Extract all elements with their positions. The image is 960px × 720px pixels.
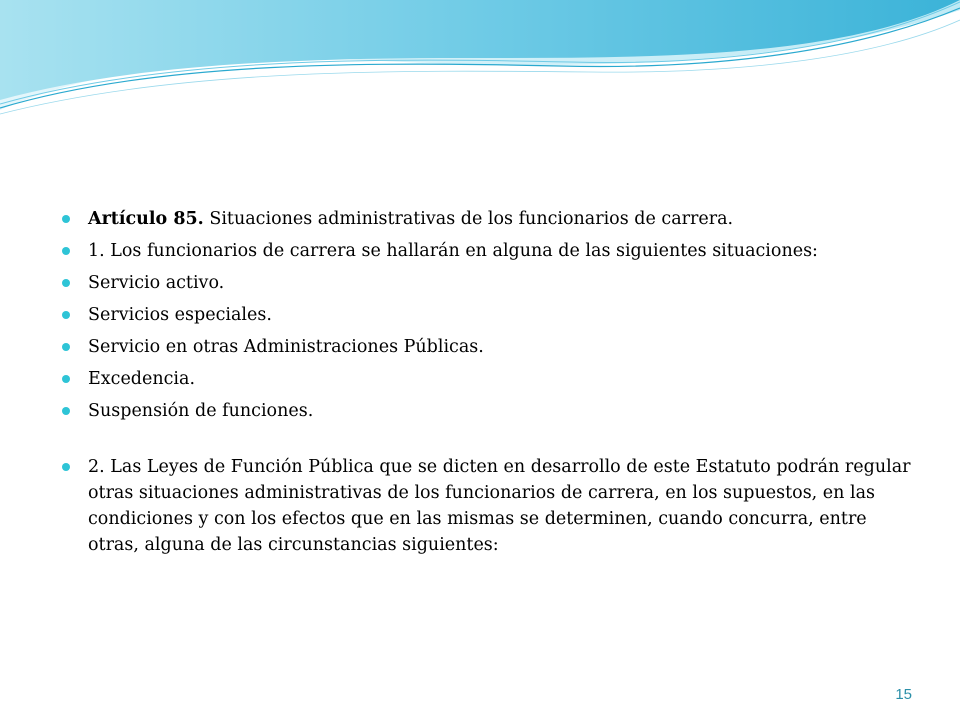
header-wave-decoration [0,0,960,140]
wave-front [0,0,960,100]
bullet-text: 1. Los funcionarios de carrera se hallarán en alguna de las siguientes situaciones: [88,241,818,261]
bullet-bold-text: Artículo 85. [88,209,204,229]
bullet-dot-icon [62,279,70,287]
bullet-text: Servicios especiales. [88,305,272,325]
bullet-dot-icon [62,311,70,319]
bullet-item [62,454,922,558]
bullet-text: Servicio en otras Administraciones Públicas. [88,337,484,357]
bullet-dot-icon [62,407,70,415]
bullet-text: Excedencia. [88,369,196,389]
bullet-dot-icon [62,343,70,351]
bullet-text: Servicio activo. [88,273,225,293]
bullet-item [62,238,922,264]
bullet-dot-icon [62,247,70,255]
bullet-list [62,206,922,558]
bullet-item [62,398,922,424]
bullet-item [62,270,922,296]
page-number: 15 [895,686,912,703]
bullet-dot-icon [62,215,70,223]
bullet-item [62,302,922,328]
slide-content [62,206,922,564]
bullet-item [62,334,922,360]
bullet-dot-icon [62,463,70,471]
bullet-item [62,366,922,392]
bullet-item [62,206,922,232]
bullet-dot-icon [62,375,70,383]
bullet-text: Situaciones administrativas de los funcionarios de carrera. [203,209,734,229]
bullet-text: Suspensión de funciones. [88,401,314,421]
bullet-text: 2. Las Leyes de Función Pública que se dicten en desarrollo de este Estatuto podrán regular otras situaciones administrativas de los funcionarios de carrera, en los supuestos, en las condiciones y con los efectos que en las mismas se determinen, cuando concurra, entre otras, alguna de las circunstancias siguientes: [88,457,911,555]
